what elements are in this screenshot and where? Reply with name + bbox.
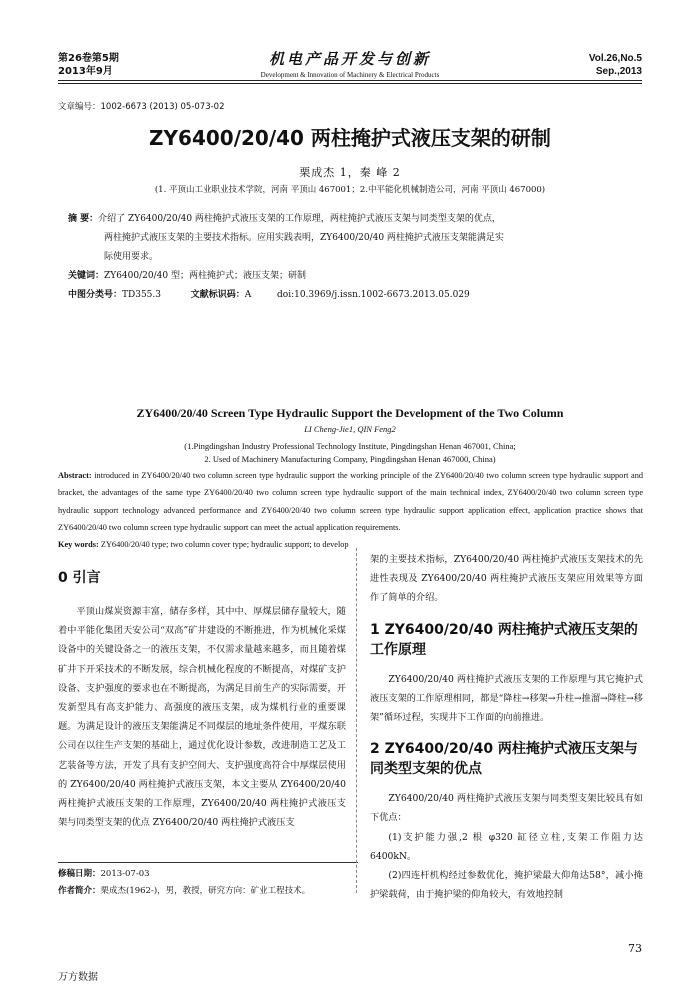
bio-label: 作者简介： bbox=[58, 886, 101, 896]
affiliation-en-2: 2. Used of Machinery Manufacturing Company, Pingdingshan Henan 467000, China) bbox=[204, 454, 496, 464]
section-2-title: 2 ZY6400/20/40 两柱掩护式液压支架与同类型支架的优点 bbox=[370, 741, 638, 778]
keywords-en: ZY6400/20/40 type; two column cover type; hydraulic support; to develop bbox=[100, 540, 349, 550]
received-date bbox=[58, 866, 150, 882]
authors: 栗成杰 1，秦 峰 2 bbox=[299, 166, 401, 179]
keywords-label: 关键词： bbox=[68, 271, 105, 281]
right-column bbox=[370, 550, 643, 904]
left-column bbox=[58, 568, 346, 832]
database-watermark: 万方数据 bbox=[58, 972, 98, 983]
received-value: 2013-07-03 bbox=[100, 869, 150, 879]
paper-title: ZY6400/20/40 两柱掩护式液压支架的研制 bbox=[149, 126, 551, 150]
author-bio bbox=[58, 883, 310, 899]
abstract-cn bbox=[68, 210, 643, 305]
doi: doi:10.3969/j.issn.1002-6673.2013.05.029 bbox=[277, 290, 470, 300]
abstract-label: 摘 要： bbox=[68, 214, 99, 224]
column-divider bbox=[356, 548, 357, 893]
header-rule-thin bbox=[58, 83, 642, 84]
section-1-paragraph: ZY6400/20/40 两柱掩护式液压支架的工作原理与其它掩护式液压支架的工作原理相同，都是“降柱→移架→升柱→推溜→降柱→移架”循环过程，实现井下工作面的向前推进。 bbox=[370, 673, 643, 724]
affiliation-cn: (1. 平顶山工业职业技术学院，河南 平顶山 467001；2.中平能化机械制造公司，河南 平顶山 467000) bbox=[154, 185, 546, 195]
bio-text: 栗成杰(1962-)，男，教授，研究方向：矿业工程技术。 bbox=[100, 886, 311, 896]
abstract-en bbox=[58, 467, 643, 553]
doc-code: A bbox=[244, 290, 252, 300]
page-number: 73 bbox=[628, 942, 642, 955]
issue-info-cn bbox=[58, 52, 119, 78]
issue-info-en bbox=[589, 52, 642, 78]
clc-label: 中图分类号： bbox=[68, 290, 123, 300]
section-1-title: 1 ZY6400/20/40 两柱掩护式液压支架的工作原理 bbox=[370, 621, 638, 658]
section-2-paragraph-3: (2)四连杆机构经过参数优化，掩护梁最大仰角达58°，减小掩护梁载荷，由于掩护梁的仰角较大，有效地控制 bbox=[370, 870, 643, 901]
abstract-line-2: 两柱掩护式液压支架的主要技术指标。应用实践表明，ZY6400/20/40 两柱掩护式液压支架能满足实 bbox=[104, 233, 504, 243]
section-0-title: 0 引言 bbox=[58, 570, 101, 586]
issue-volume-cn: 第26卷第5期 bbox=[58, 53, 119, 64]
section-2-paragraph-2: (1)支护能力强,2 根 φ320 缸径立柱,支架工作阻力达 6400kN。 bbox=[370, 831, 643, 862]
issue-date-cn: 2013年9月 bbox=[58, 66, 113, 77]
section-2-paragraph-1: ZY6400/20/40 两柱掩护式液压支架与同类型支架比较具有如下优点： bbox=[370, 793, 643, 824]
article-number: 文章编号：1002-6673 (2013) 05-073-02 bbox=[58, 102, 225, 112]
footnote-rule bbox=[58, 862, 358, 863]
abstract-en-label: Abstract: bbox=[58, 471, 92, 480]
issue-volume-en: Vol.26,No.5 bbox=[588, 53, 642, 64]
affiliation-en-1: (1.Pingdingshan Industry Professional Technology Institute, Pingdingshan Henan 467001, China; bbox=[184, 441, 516, 451]
journal-title-en: Development & Innovation of Machinery & Electrical Products bbox=[260, 71, 440, 79]
keywords-cn: ZY6400/20/40 型；两柱掩护式；液压支架；研制 bbox=[104, 271, 306, 281]
journal-name bbox=[200, 48, 500, 79]
paper-title-en: ZY6400/20/40 Screen Type Hydraulic Support the Development of the Two Column bbox=[136, 406, 564, 420]
abstract-line-3: 际使用要求。 bbox=[104, 252, 159, 262]
doc-code-label: 文献标识码： bbox=[190, 290, 245, 300]
keywords-en-label: Key words: bbox=[58, 540, 99, 550]
intro-paragraph: 平顶山煤炭资源丰富，储存多样，其中中、厚煤层储存量较大，随着中平能化集团天安公司“双高”矿井建设的不断推进，作为机械化采煤设备中的关键设备之一的液压支架，不仅需求量越来越多，而且随着煤矿井下开采技术的不断发展，综合机械化程度的不断提高，对煤矿支护设备、支护强度的要求也在不断提高，为满足目前生产的实际需要，开发新型具有高支护能力、高强度的液压支架，成为煤机行业的重要课题。为满足设计的液压支架能满足不同煤层的地址条件使用，平煤东联公司在以往生产支架的基础上，通过优化设计参数，改进制造工艺及工艺装备等方法，开发了具有支护空间大、支护强度高符合中厚煤层使用的 ZY6400/20/40 两柱掩护式液压支架，本文主要从 ZY6400/20/40 两柱掩护式液压支架的工作原理，ZY6400/20/40 两柱掩护式液压支架与同类型支架的优点 ZY6400/20/40 两柱掩护式液压支 bbox=[58, 606, 346, 829]
header-rule bbox=[58, 80, 642, 81]
abstract-line-1: 介绍了 ZY6400/20/40 两柱掩护式液压支架的工作原理，两柱掩护式液压支架与同类型支架的优点， bbox=[98, 214, 501, 224]
issue-date-en: Sep.,2013 bbox=[595, 66, 642, 77]
authors-en: LI Cheng-Jie1, QIN Feng2 bbox=[304, 424, 396, 434]
right-cont-paragraph: 架的主要技术指标，ZY6400/20/40 两柱掩护式液压支架技术的先进性表现及 ZY6400/20/40 两柱掩护式液压支架应用效果等方面作了简单的介绍。 bbox=[370, 554, 643, 604]
journal-title-cn: 机电产品开发与创新 bbox=[268, 50, 431, 68]
received-label: 修稿日期： bbox=[58, 869, 101, 879]
clc-number: TD355.3 bbox=[122, 290, 161, 300]
abstract-en-text: introduced in ZY6400/20/40 two column screen type hydraulic support the working principle of the ZY6400/20/40 two column screen type hydraulic support and bracket, the advantages of the same type ZY6400/20/40 two column screen type hydraulic support of the main technical index, ZY6400/20/40 two column screen type hydraulic support technology advanced performance and ZY6400/20/40 two column screen type hydraulic support application effect, application practice shows that ZY6400/20/40 two column screen type hydraulic support can meet the actual application requirements. bbox=[58, 471, 643, 532]
